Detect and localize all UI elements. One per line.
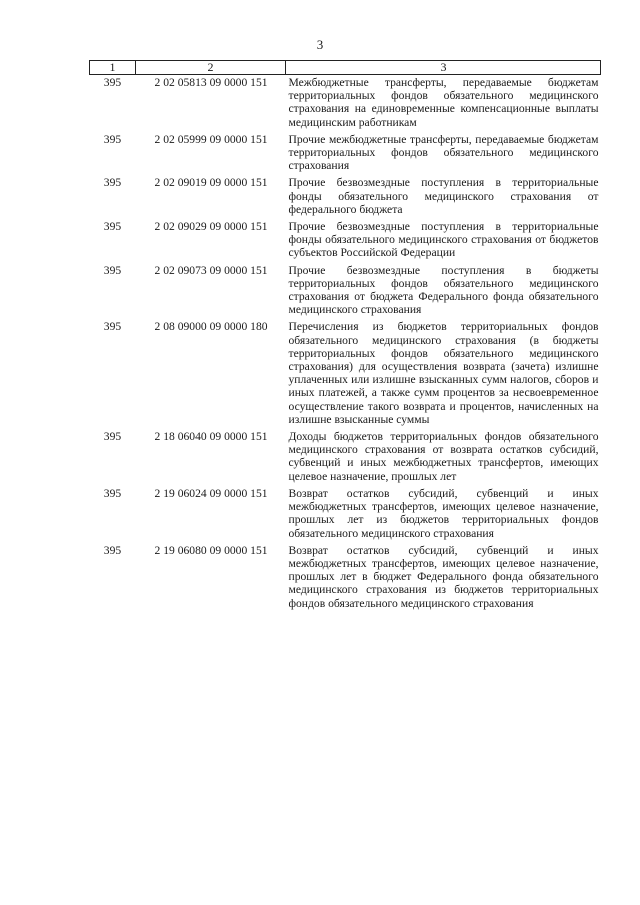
header-col-3: 3 <box>286 61 601 75</box>
admin-code-cell: 395 <box>103 486 122 500</box>
table-row <box>90 75 601 133</box>
budget-codes-table <box>89 60 601 614</box>
admin-code-cell: 395 <box>103 76 122 89</box>
income-name-cell: Доходы бюджетов территориальных фондов обязательного медицинского страхования от возврата остатков субсидий, субвенций и иных межбюджетных трансфертов, имеющих целевое назначение, прошлых лет <box>288 430 599 483</box>
income-name-cell: Перечисления из бюджетов территориальных фондов обязательного медицинского страхования (в бюджеты территориальных фондов обязательного медицинского страхования) для осуществления возврата (зачета) излишне уплаченных или излишне взысканных сумм налогов, сборов и иных платежей, а также сумм процентов за несвоевременное осуществление такого возврата и процентов, начисленных на излишне взысканные суммы <box>288 320 599 426</box>
admin-code-cell: 395 <box>103 220 122 234</box>
admin-code-cell: 395 <box>103 543 122 557</box>
budget-code-cell: 2 02 09073 09 0000 151 <box>154 263 268 277</box>
table-row <box>90 176 601 220</box>
table-row <box>90 544 601 614</box>
table-row <box>90 487 601 544</box>
income-name-cell: Прочие безвозмездные поступления в территориальные фонды обязательного медицинского страхования от бюджетов субъектов Российской Федерации <box>288 220 599 260</box>
header-col-2: 2 <box>136 61 286 75</box>
budget-code-cell: 2 08 09000 09 0000 180 <box>154 320 268 334</box>
admin-code-cell: 395 <box>103 263 122 277</box>
table-row <box>90 430 601 487</box>
budget-code-cell: 2 19 06080 09 0000 151 <box>154 543 268 557</box>
admin-code-cell: 395 <box>103 176 122 190</box>
table-row <box>90 264 601 321</box>
page-number: 3 <box>316 37 324 52</box>
budget-code-cell: 2 02 05999 09 0000 151 <box>154 132 268 146</box>
header-col-1: 1 <box>90 61 136 75</box>
income-name-cell: Прочие безвозмездные поступления в территориальные фонды обязательного медицинского страхования от федерального бюджета <box>288 176 599 216</box>
admin-code-cell: 395 <box>103 132 122 146</box>
table-body <box>90 75 601 614</box>
admin-code-cell: 395 <box>103 430 122 444</box>
table-row <box>90 133 601 177</box>
budget-code-cell: 2 02 05813 09 0000 151 <box>154 76 268 89</box>
income-name-cell: Возврат остатков субсидий, субвенций и иных межбюджетных трансфертов, имеющих целевое назначение, прошлых лет из бюджетов территориальных фондов обязательного медицинского страхования <box>288 486 599 540</box>
budget-code-cell: 2 02 09019 09 0000 151 <box>154 176 268 190</box>
table-header-row <box>90 61 601 75</box>
table-row <box>90 220 601 264</box>
budget-code-cell: 2 02 09029 09 0000 151 <box>154 220 268 234</box>
income-name-cell: Прочие межбюджетные трансферты, передаваемые бюджетам территориальных фондов обязательного медицинского страхования <box>288 132 599 173</box>
budget-code-cell: 2 19 06024 09 0000 151 <box>154 486 268 500</box>
admin-code-cell: 395 <box>103 320 122 334</box>
budget-code-cell: 2 18 06040 09 0000 151 <box>154 430 268 444</box>
table-row <box>90 320 601 430</box>
income-name-cell: Прочие безвозмездные поступления в бюджеты территориальных фондов обязательного медицинского страхования от бюджета Федерального фонда обязательного медицинского страхования <box>288 263 599 317</box>
income-name-cell: Возврат остатков субсидий, субвенций и иных межбюджетных трансфертов, имеющих целевое назначение, прошлых лет в бюджет Федерального фонда обязательного медицинского страхования из бюджетов территориальных фондов обязательного медицинского страхования <box>288 543 599 610</box>
income-name-cell: Межбюджетные трансферты, передаваемые бюджетам территориальных фондов обязательного медицинского страхования на единовременные компенсационные выплаты медицинским работникам <box>288 76 599 129</box>
